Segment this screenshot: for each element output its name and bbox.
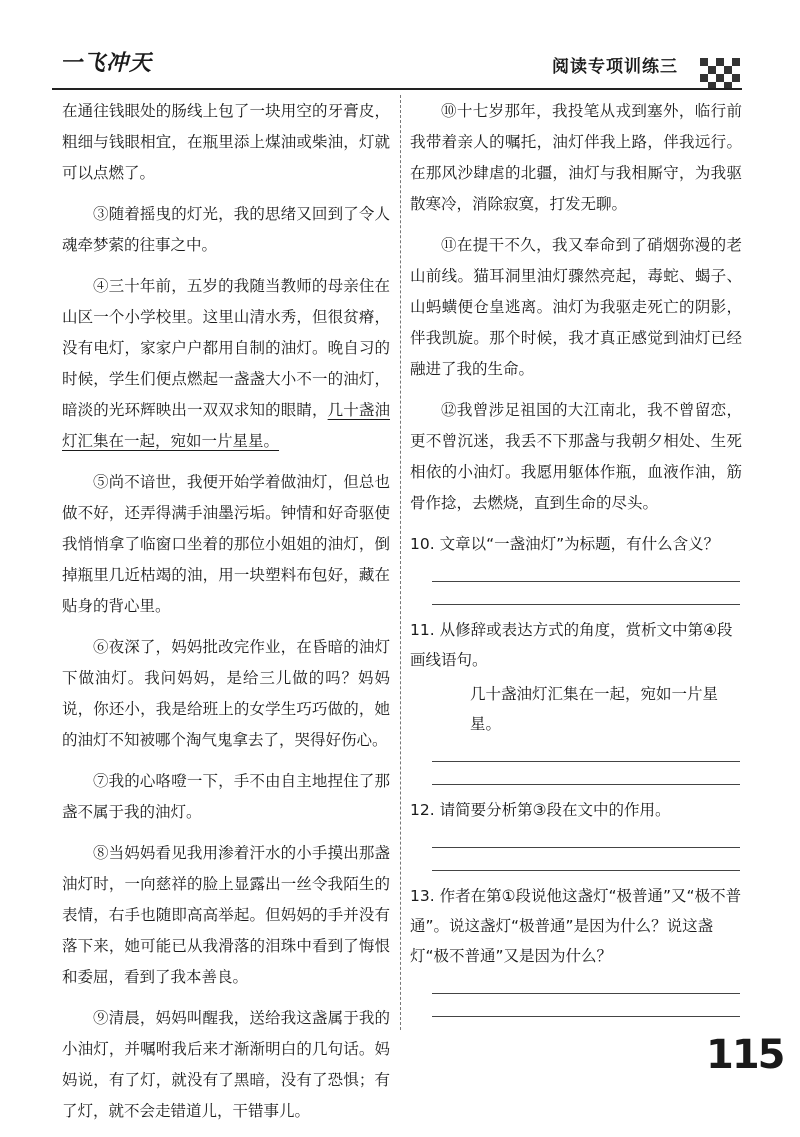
paragraph-10: ⑩十七岁那年，我投笔从戎到塞外，临行前我带着亲人的嘱托，油灯伴我上路，伴我远行。在那风沙肆虐的北疆，油灯与我相厮守，为我驱散寒冷，消除寂寞，打发无聊。 [410, 102, 742, 213]
answer-line[interactable] [432, 604, 740, 605]
header-rule [52, 88, 742, 90]
underlined-sentence: 几十盏油灯汇集在一起，宛如一片星星。 [62, 401, 390, 450]
section-title: 阅读专项训练三 [552, 57, 678, 77]
question-10 [410, 529, 742, 605]
answer-line[interactable] [432, 847, 740, 848]
paragraph-11: ⑪在提干不久，我又奉命到了硝烟弥漫的老山前线。猫耳洞里油灯骤然亮起，毒蛇、蝎子、山蚂蟥便仓皇逃离。油灯为我驱走死亡的阴影，伴我凯旋。那个时候，我才真正感觉到油灯已经融进了我的生命。 [410, 236, 742, 378]
question-10-text: 10. 文章以“一盏油灯”为标题，有什么含义？ [410, 535, 720, 553]
paragraph-4 [62, 271, 390, 457]
brand-logo: 一飞冲天 [60, 51, 153, 76]
answer-line[interactable] [432, 993, 740, 994]
paragraph-8: ⑧当妈妈看见我用渗着汗水的小手摸出那盏油灯时，一向慈祥的脸上显露出一丝令我陌生的表情，右手也随即高高举起。但妈妈的手并没有落下来，她可能已从我滑落的泪珠中看到了悔恨和委屈，看到了我本善良。 [62, 844, 390, 986]
page-number: 115 [706, 1032, 784, 1078]
paragraph-9: ⑨清晨，妈妈叫醒我，送给我这盏属于我的小油灯，并嘱咐我后来才渐渐明白的几句话。妈妈说，有了灯，就没有了黑暗，没有了恐惧；有了灯，就不会走错道儿，干错事儿。 [62, 1009, 390, 1120]
question-12 [410, 795, 742, 871]
column-divider [400, 95, 401, 1030]
checkerboard-decoration [700, 58, 740, 90]
question-11 [410, 615, 742, 785]
question-13-text: 13. 作者在第①段说他这盏灯“极普通”又“极不普通”。说这盏灯“极普通”是因为什么？说这盏灯“极不普通”又是因为什么？ [410, 887, 742, 965]
question-11-text: 11. 从修辞或表达方式的角度，赏析文中第④段画线语句。 [410, 621, 733, 669]
paragraph-5: ⑤尚不谙世，我便开始学着做油灯，但总也做不好，还弄得满手油墨污垢。钟情和好奇驱使我悄悄拿了临窗口坐着的那位小姐姐的油灯，倒掉瓶里几近枯竭的油，用一块塑料布包好，藏在贴身的背心里。 [62, 473, 390, 615]
answer-line[interactable] [432, 784, 740, 785]
question-12-text: 12. 请简要分析第③段在文中的作用。 [410, 801, 671, 819]
paragraph-6: ⑥夜深了，妈妈批改完作业，在昏暗的油灯下做油灯。我问妈妈，是给三儿做的吗？妈妈说，你还小，我是给班上的女学生巧巧做的，她的油灯不知被哪个淘气鬼拿去了，哭得好伤心。 [62, 638, 390, 749]
answer-line[interactable] [432, 761, 740, 762]
question-13 [410, 881, 742, 1017]
left-column [62, 96, 390, 1137]
answer-line[interactable] [432, 1016, 740, 1017]
paragraph-3: ③随着摇曳的灯光，我的思绪又回到了令人魂牵梦萦的往事之中。 [62, 205, 390, 254]
paragraph-continuation: 在通往钱眼处的肠线上包了一块用空的牙膏皮，粗细与钱眼相宜，在瓶里添上煤油或柴油，灯就可以点燃了。 [62, 102, 390, 182]
paragraph-12: ⑫我曾涉足祖国的大江南北，我不曾留恋，更不曾沉迷，我丢不下那盏与我朝夕相处、生死相依的小油灯。我愿用躯体作瓶，血液作油，筋骨作捻，去燃烧，直到生命的尽头。 [410, 401, 742, 512]
answer-line[interactable] [432, 581, 740, 582]
question-11-quote: 几十盏油灯汇集在一起，宛如一片星星。 [470, 685, 719, 733]
paragraph-4-text: ④三十年前，五岁的我随当教师的母亲住在山区一个小学校里。这里山清水秀，但很贫瘠，没有电灯，家家户户都用自制的油灯。晚自习的时候，学生们便点燃起一盏盏大小不一的油灯，暗淡的光环辉映出一双双求知的眼睛， [62, 277, 390, 419]
right-column [410, 96, 742, 1017]
paragraph-7: ⑦我的心咯噔一下，手不由自主地捏住了那盏不属于我的油灯。 [62, 772, 390, 821]
answer-line[interactable] [432, 870, 740, 871]
